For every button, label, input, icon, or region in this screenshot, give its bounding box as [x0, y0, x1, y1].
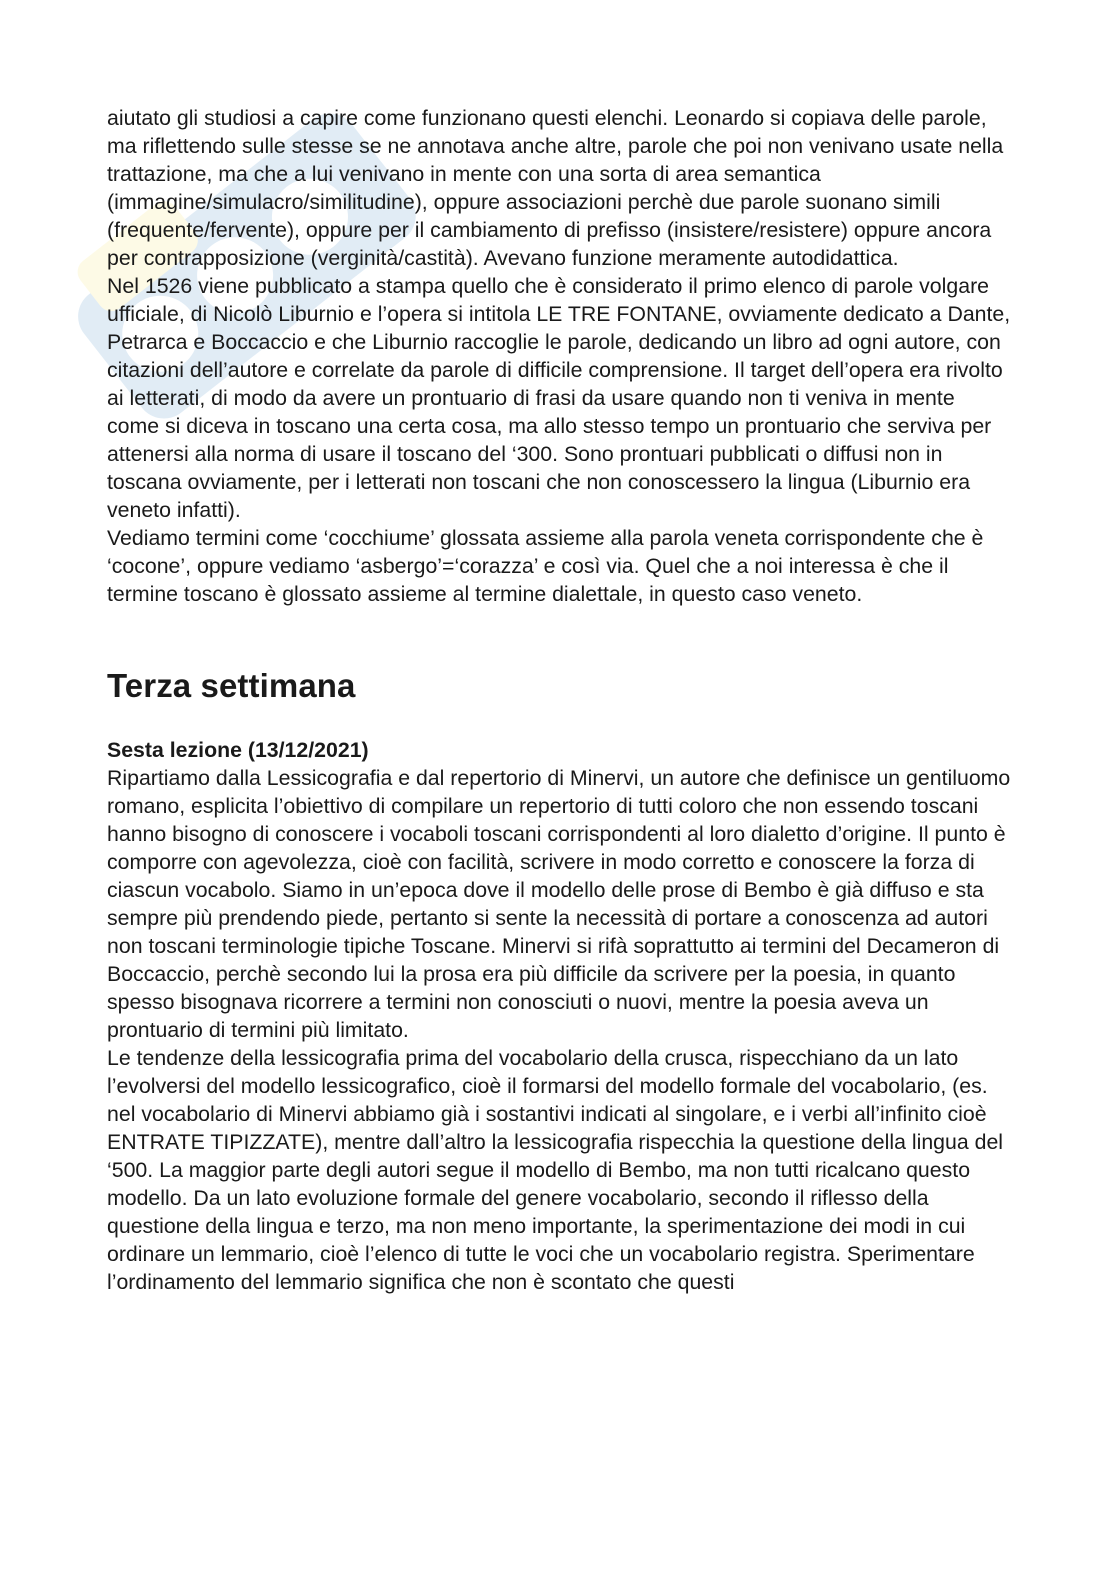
lesson-paragraph-1: Ripartiamo dalla Lessicografia e dal repertorio di Minervi, un autore che definisce un gentiluomo romano, esplicita l’obiettivo di compilare un repertorio di tutti coloro che non essendo toscani hanno bisogno di conoscere i vocaboli toscani corrispondenti al loro dialetto d’origine. Il punto è comporre con agevolezza, cioè con facilità, scrivere in modo corretto e conoscere la forza di ciascun vocabolo. Siamo in un’epoca dove il modello delle prose di Bembo è già diffuso e sta sempre più prendendo piede, pertanto si sente la necessità di portare a conoscenza ad autori non toscani terminologie tipiche Toscane. Minervi si rifà soprattutto ai termini del Decameron di Boccaccio, perchè secondo lui la prosa era più difficile da scrivere per la poesia, in quanto spesso bisognava ricorrere a termini non conosciuti o nuovi, mentre la poesia aveva un prontuario di termini più limitato.	[107, 766, 1011, 1042]
intro-paragraph-2: Nel 1526 viene pubblicato a stampa quello che è considerato il primo elenco di parole volgare ufficiale, di Nicolò Liburnio e l’opera si intitola LE TRE FONTANE, ovviamente dedicato a Dante, Petrarca e Boccaccio e che Liburnio raccoglie le parole, dedicando un libro ad ogni autore, con citazioni dell’autore e correlate da parole di difficile comprensione. Il target dell’opera era rivolto ai letterati, di modo da avere un prontuario di frasi da usare quando non ti veniva in mente come si diceva in toscano una certa cosa, ma allo stesso tempo un prontuario che serviva per attenersi alla norma di usare il toscano del ‘300. Sono prontuari pubblicati o diffusi non in toscana ovviamente, per i letterati non toscani che non conoscessero la lingua (Liburnio era veneto infatti).	[107, 274, 1011, 522]
lesson-paragraph-2: Le tendenze della lessicografia prima del vocabolario della crusca, rispecchiano da un lato l’evolversi del modello lessicografico, cioè il formarsi del modello formale del vocabolario, (es. nel vocabolario di Minervi abbiamo già i sostantivi indicati al singolare, e i verbi all’infinito cioè ENTRATE TIPIZZATE), mentre dall’altro la lessicografia rispecchia la questione della lingua del ‘500. La maggior parte degli autori segue il modello di Bembo, ma non tutti ricalcano questo modello. Da un lato evoluzione formale del genere vocabolario, secondo il riflesso della questione della lingua e terzo, ma non meno importante, la sperimentazione dei modi in cui ordinare un lemmario, cioè l’elenco di tutte le voci che un vocabolario registra. Sperimentare l’ordinamento del lemmario significa che non è scontato che questi	[107, 1046, 1004, 1294]
section-title: Terza settimana	[107, 667, 356, 704]
intro-paragraph-3: Vediamo termini come ‘cocchiume’ glossata assieme alla parola veneta corrispondente che è ‘cocone’, oppure vediamo ‘asbergo’=‘corazza’ e così via. Quel che a noi interessa è che il termine toscano è glossato assieme al termine dialettale, in questo caso veneto.	[107, 526, 984, 606]
document-page	[107, 104, 1012, 1296]
intro-paragraph-1: aiutato gli studiosi a capire come funzionano questi elenchi. Leonardo si copiava delle parole, ma riflettendo sulle stesse se ne annotava anche altre, parole che poi non venivano usate nella trattazione, ma che a lui venivano in mente con una sorta di area semantica (immagine/simulacro/similitudine), oppure associazioni perchè due parole suonano simili (frequente/fervente), oppure per il cambiamento di prefisso (insistere/resistere) oppure ancora per contrapposizione (verginità/castità). Avevano funzione meramente autodidattica.	[107, 106, 1004, 270]
lesson-title: Sesta lezione (13/12/2021)	[107, 738, 369, 762]
